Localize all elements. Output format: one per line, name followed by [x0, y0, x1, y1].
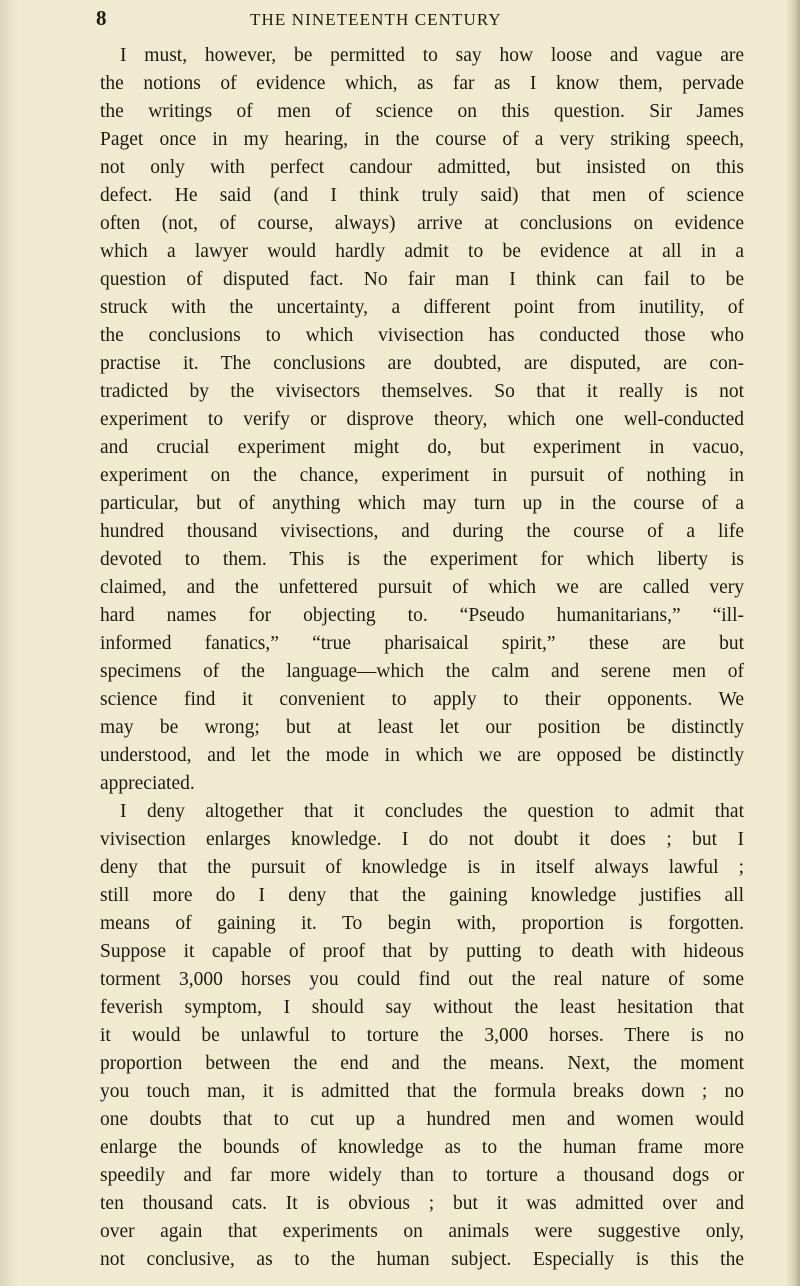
text-line: one doubts that to cut up a hundred men and women would [100, 1109, 744, 1130]
text-line: vivisection enlarges knowledge. I do not doubt it does ; but I [100, 829, 744, 850]
text-line: particular, but of anything which may turn up in the course of a [100, 493, 744, 514]
text-line: over again that experiments on animals were suggestive only, [100, 1221, 744, 1242]
text-line: which a lawyer would hardly admit to be evidence at all in a [100, 241, 744, 262]
text-line: may be wrong; but at least let our position be distinctly [100, 717, 744, 738]
text-line: Paget once in my hearing, in the course of a very striking speech, [100, 129, 744, 150]
page-number: 8 [96, 6, 107, 30]
text-line: Suppose it capable of proof that by putting to death with hideous [100, 941, 744, 962]
text-line: I deny altogether that it concludes the question to admit that [120, 801, 744, 822]
text-line: the writings of men of science on this question. Sir James [100, 101, 744, 122]
text-line: hundred thousand vivisections, and during the course of a life [100, 521, 744, 542]
text-line: and crucial experiment might do, but experiment in vacuo, [100, 437, 744, 458]
text-line: science find it convenient to apply to their opponents. We [100, 689, 744, 710]
text-line: question of disputed fact. No fair man I think can fail to be [100, 269, 744, 290]
text-line: speedily and far more widely than to torture a thousand dogs or [100, 1165, 744, 1186]
text-line: experiment to verify or disprove theory, which one well-conducted [100, 409, 744, 430]
text-line: practise it. The conclusions are doubted, are disputed, are con- [100, 353, 744, 374]
running-head [0, 6, 800, 36]
page-shadow-right [786, 0, 800, 1286]
text-line: deny that the pursuit of knowledge is in itself always lawful ; [100, 857, 744, 878]
text-line: tradicted by the vivisectors themselves. So that it really is not [100, 381, 744, 402]
text-line: appreciated. [100, 773, 195, 794]
text-line: the conclusions to which vivisection has conducted those who [100, 325, 744, 346]
paragraph-1 [100, 42, 744, 798]
text-line: informed fanatics,” “true pharisaical spirit,” these are but [100, 633, 744, 654]
text-line: understood, and let the mode in which we are opposed be distinctly [100, 745, 744, 766]
text-line: it would be unlawful to torture the 3,000 horses. There is no [100, 1025, 744, 1046]
text-line: claimed, and the unfettered pursuit of which we are called very [100, 577, 744, 598]
text-line: specimens of the language—which the calm and serene men of [100, 661, 744, 682]
text-line: not conclusive, as to the human subject. Especially is this the [100, 1249, 744, 1270]
text-line: ten thousand cats. It is obvious ; but it was admitted over and [100, 1193, 744, 1214]
text-line: I must, however, be permitted to say how loose and vague are [120, 45, 744, 66]
page-shadow-left [0, 0, 18, 1286]
text-line: defect. He said (and I think truly said) that men of science [100, 185, 744, 206]
text-line: enlarge the bounds of knowledge as to the human frame more [100, 1137, 744, 1158]
text-line: the notions of evidence which, as far as I know them, pervade [100, 73, 744, 94]
text-line: still more do I deny that the gaining knowledge justifies all [100, 885, 744, 906]
text-line: feverish symptom, I should say without the least hesitation that [100, 997, 744, 1018]
paragraph-2 [100, 798, 744, 1274]
body-text [100, 42, 744, 1274]
text-line: proportion between the end and the means. Next, the moment [100, 1053, 744, 1074]
text-line: torment 3,000 horses you could find out the real nature of some [100, 969, 744, 990]
text-line: devoted to them. This is the experiment for which liberty is [100, 549, 744, 570]
text-line: hard names for objecting to. “Pseudo humanitarians,” “ill- [100, 605, 744, 626]
running-title: THE NINETEENTH CENTURY [250, 10, 502, 29]
text-line: you touch man, it is admitted that the formula breaks down ; no [100, 1081, 744, 1102]
text-line: often (not, of course, always) arrive at conclusions on evidence [100, 213, 744, 234]
text-line: struck with the uncertainty, a different point from inutility, of [100, 297, 744, 318]
text-line: not only with perfect candour admitted, but insisted on this [100, 157, 744, 178]
text-line: experiment on the chance, experiment in pursuit of nothing in [100, 465, 744, 486]
text-line: means of gaining it. To begin with, proportion is forgotten. [100, 913, 744, 934]
